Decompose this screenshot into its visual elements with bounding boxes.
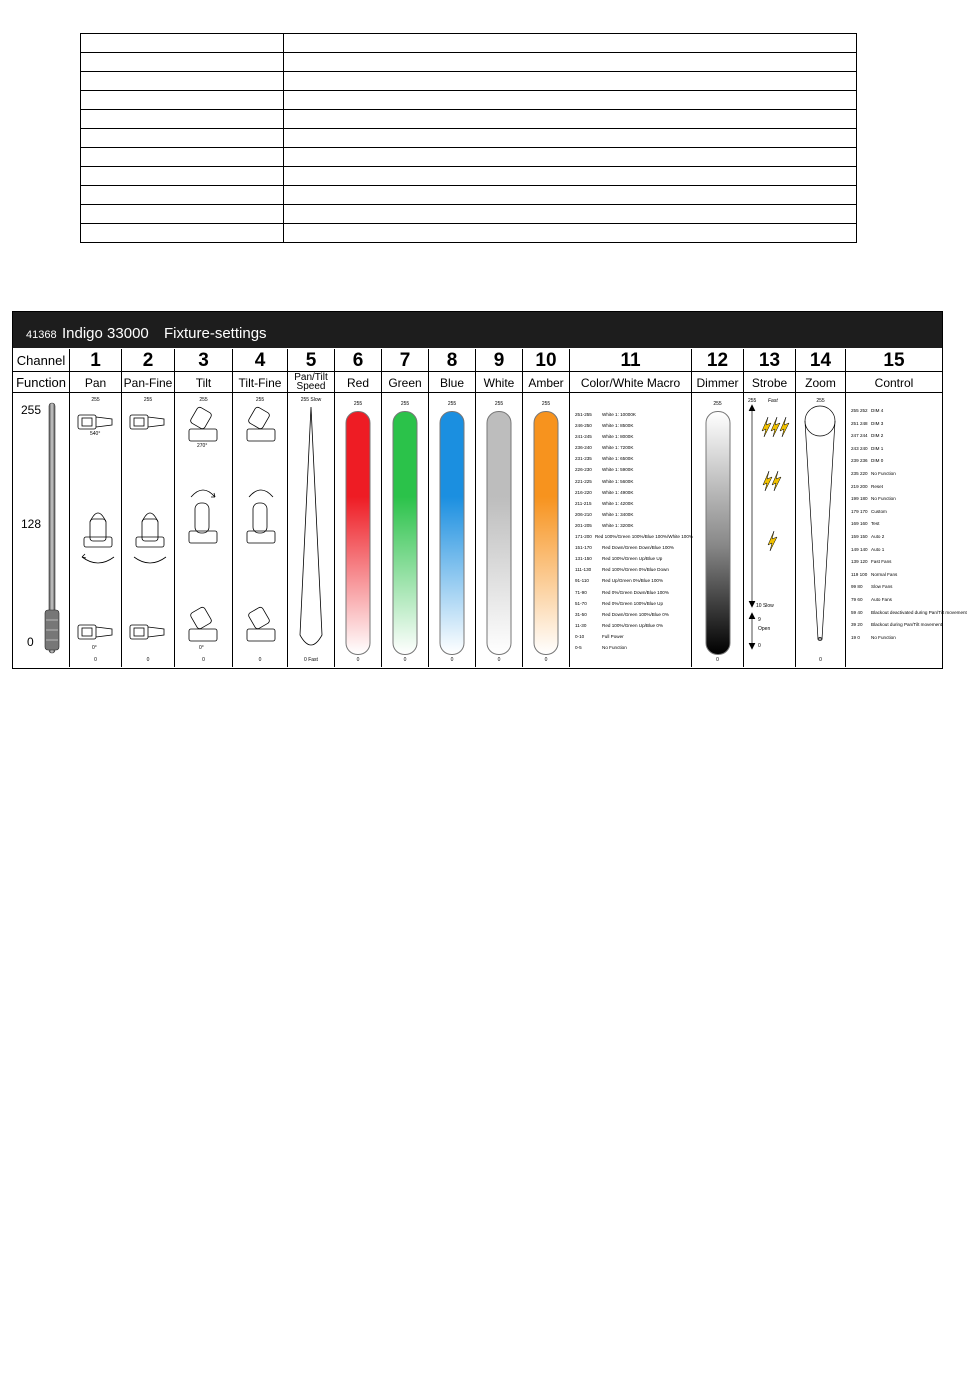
macro-row bbox=[575, 464, 693, 475]
speed-wedge-icon bbox=[288, 405, 334, 655]
channel-column-red bbox=[335, 349, 382, 667]
macro-text: Red Down/Green 100%/Blue 0% bbox=[602, 611, 669, 617]
moving-head-pan-fine-icon bbox=[122, 407, 174, 647]
fixture-banner bbox=[13, 312, 942, 348]
channel-function: Pan/Tilt Speed bbox=[288, 372, 334, 393]
value-bottom: 0 bbox=[356, 657, 360, 663]
channel-header: Channel bbox=[13, 349, 69, 372]
channel-column-control bbox=[846, 349, 967, 667]
macro-text: Red 100%/Green 0%/Blue Down bbox=[602, 567, 669, 573]
control-row bbox=[851, 430, 941, 443]
table-cell bbox=[81, 167, 284, 186]
value-bottom: 0 bbox=[403, 657, 407, 663]
channel-column-color-macro bbox=[570, 349, 692, 667]
channel-number: 11 bbox=[570, 349, 691, 372]
control-value: 219 200 bbox=[851, 483, 868, 489]
white-gradient-bar bbox=[487, 411, 512, 655]
macro-text: White 1: 4200K bbox=[602, 500, 634, 506]
control-text: Auto Fans bbox=[871, 596, 892, 602]
channel-column-pan bbox=[70, 349, 122, 667]
strobe-slow-label: 10 Slow bbox=[756, 603, 774, 609]
scale-mid: 128 bbox=[21, 517, 42, 531]
value-top: 255 bbox=[400, 401, 410, 407]
table-cell bbox=[284, 53, 857, 72]
control-list bbox=[851, 405, 967, 644]
control-text: No Function bbox=[871, 496, 896, 502]
tilt-angle-bottom: 0° bbox=[199, 645, 204, 651]
macro-value: 11-30 bbox=[575, 622, 587, 628]
control-row bbox=[851, 418, 941, 431]
channel-column-amber bbox=[523, 349, 570, 667]
channel-number: 15 bbox=[846, 349, 942, 372]
dmx-scale bbox=[13, 395, 69, 667]
macro-row bbox=[575, 453, 693, 464]
macro-row bbox=[575, 553, 693, 564]
channel-function: Control bbox=[846, 372, 942, 393]
control-text: DIM 2 bbox=[871, 433, 884, 439]
scale-bottom: 0 bbox=[27, 635, 34, 649]
macro-value: 171-200 bbox=[575, 534, 592, 540]
control-text: Auto 2 bbox=[871, 533, 885, 539]
strobe-lightning-icons bbox=[744, 395, 795, 655]
channel-column-white bbox=[476, 349, 523, 667]
channel-number: 1 bbox=[70, 349, 121, 372]
control-value: 251 248 bbox=[851, 420, 868, 426]
strobe-nine-label: 9 bbox=[758, 617, 761, 623]
channel-column-strobe bbox=[744, 349, 796, 667]
macro-row bbox=[575, 509, 693, 520]
table-cell bbox=[81, 110, 284, 129]
macro-value: 91-110 bbox=[575, 578, 589, 584]
fixture-settings-panel bbox=[12, 311, 967, 669]
table-cell bbox=[284, 186, 857, 205]
control-row bbox=[851, 506, 941, 519]
control-value: 159 150 bbox=[851, 533, 868, 539]
value-bottom: 0 bbox=[819, 657, 822, 663]
macro-value: 211-215 bbox=[575, 500, 592, 506]
control-text: Auto 1 bbox=[871, 546, 885, 552]
value-top: 255 bbox=[447, 401, 457, 407]
macro-text: Red Up/Green 0%/Blue 100% bbox=[602, 578, 664, 584]
channel-number: 4 bbox=[233, 349, 287, 372]
zoom-beam-icon bbox=[796, 395, 845, 651]
value-bottom: 0 bbox=[202, 657, 205, 663]
macro-row bbox=[575, 487, 693, 498]
control-row bbox=[851, 544, 941, 557]
table-cell bbox=[81, 224, 284, 243]
control-row bbox=[851, 468, 941, 481]
control-text: Custom bbox=[871, 508, 887, 514]
control-row bbox=[851, 518, 941, 531]
value-bottom: 0 bbox=[258, 657, 262, 663]
value-top: 255 bbox=[91, 397, 100, 403]
control-value: 79 60 bbox=[851, 596, 863, 602]
table-cell bbox=[81, 91, 284, 110]
channel-column-blue bbox=[429, 349, 476, 667]
macro-value: 246-250 bbox=[575, 423, 592, 429]
channel-number: 10 bbox=[523, 349, 569, 372]
control-text: Test bbox=[871, 521, 880, 527]
macro-value: 251-255 bbox=[575, 412, 592, 417]
blank-table bbox=[80, 33, 857, 243]
control-value: 59 40 bbox=[851, 609, 863, 615]
macro-row bbox=[575, 642, 693, 653]
macro-row bbox=[575, 498, 693, 509]
macro-value: 216-220 bbox=[575, 489, 592, 495]
value-bottom: 0 bbox=[544, 657, 548, 663]
channel-function: White bbox=[476, 372, 522, 393]
macro-text: Red 100%/Green Up/Blue 0% bbox=[602, 622, 664, 628]
channel-number: 13 bbox=[744, 349, 795, 372]
channel-column-dimmer bbox=[692, 349, 744, 667]
control-row bbox=[851, 594, 941, 607]
channel-function: Green bbox=[382, 372, 428, 393]
channel-number: 9 bbox=[476, 349, 522, 372]
value-top: 255 bbox=[353, 401, 363, 407]
macro-text: White 1: 3400K bbox=[602, 511, 634, 517]
macro-text: Red 0%/Green Down/Blue 100% bbox=[602, 589, 669, 595]
channel-number: 8 bbox=[429, 349, 475, 372]
scale-top: 255 bbox=[21, 403, 42, 417]
channel-column-tilt-fine bbox=[233, 349, 288, 667]
table-cell bbox=[284, 72, 857, 91]
macro-value: 206-210 bbox=[575, 511, 592, 517]
table-cell bbox=[284, 148, 857, 167]
value-bottom: 0 Fast bbox=[304, 657, 318, 663]
macro-value: 241-245 bbox=[575, 434, 592, 440]
strobe-fast-label: Fast bbox=[768, 398, 778, 404]
channel-number: 2 bbox=[122, 349, 174, 372]
channel-column-tilt bbox=[175, 349, 233, 667]
macro-text: Red Down/Green Down/Blue 100% bbox=[602, 545, 675, 551]
table-cell bbox=[284, 224, 857, 243]
moving-head-tilt-fine-icon bbox=[233, 407, 287, 647]
control-row bbox=[851, 581, 941, 594]
macro-value: 111-130 bbox=[575, 567, 592, 573]
value-top: 255 bbox=[255, 397, 265, 403]
control-value: 243 240 bbox=[851, 445, 868, 451]
macro-text: White 1: 8000K bbox=[602, 434, 634, 440]
table-row bbox=[81, 91, 857, 110]
control-row bbox=[851, 556, 941, 569]
table-row bbox=[81, 129, 857, 148]
macro-text: Full Power bbox=[602, 633, 624, 639]
strobe-open-label: Open bbox=[758, 626, 771, 632]
value-top: 255 bbox=[199, 397, 208, 403]
control-value: 139 120 bbox=[851, 559, 868, 565]
table-row bbox=[81, 167, 857, 186]
value-bottom: 0 bbox=[497, 657, 501, 663]
control-value: 149 140 bbox=[851, 546, 868, 552]
value-top: 255 bbox=[713, 401, 722, 407]
control-text: Slow Fans bbox=[871, 584, 893, 590]
macro-value: 236-240 bbox=[575, 445, 592, 451]
value-top: 255 Slow bbox=[300, 397, 322, 403]
channel-number: 7 bbox=[382, 349, 428, 372]
macro-value: 0-5 bbox=[575, 644, 582, 650]
table-row bbox=[81, 34, 857, 53]
channel-number: 12 bbox=[692, 349, 743, 372]
table-row bbox=[81, 205, 857, 224]
macro-row bbox=[575, 575, 693, 586]
value-top: 255 bbox=[816, 398, 825, 404]
control-text: Blackout during Pan/Tilt movement bbox=[871, 622, 943, 628]
macro-value: 221-225 bbox=[575, 478, 592, 484]
control-value: 247 244 bbox=[851, 433, 868, 439]
control-value: 255 252 bbox=[851, 408, 868, 413]
macro-row bbox=[575, 587, 693, 598]
control-text: DIM 3 bbox=[871, 420, 884, 426]
macro-value: 151-170 bbox=[575, 545, 592, 551]
macro-value: 0-10 bbox=[575, 633, 585, 639]
value-bottom: 0 bbox=[146, 657, 150, 663]
moving-head-pan-icon bbox=[70, 407, 121, 647]
macro-text: White 1: 7200K bbox=[602, 445, 634, 451]
control-row bbox=[851, 531, 941, 544]
control-text: DIM 4 bbox=[871, 408, 884, 413]
channel-function: Blue bbox=[429, 372, 475, 393]
channel-function: Tilt-Fine bbox=[233, 372, 287, 393]
macro-text: Red 100%/Green Up/Blue Up bbox=[602, 556, 663, 562]
control-row bbox=[851, 405, 941, 418]
macro-row bbox=[575, 598, 693, 609]
value-bottom: 0 bbox=[716, 657, 719, 663]
macro-value: 71-90 bbox=[575, 589, 587, 595]
table-cell bbox=[81, 205, 284, 224]
macro-text: Red 100%/Green 100%/Blue 100%/White 100% bbox=[594, 534, 693, 540]
control-value: 179 170 bbox=[851, 508, 868, 514]
channel-function: Strobe bbox=[744, 372, 795, 393]
control-text: DIM 1 bbox=[871, 445, 884, 451]
table-cell bbox=[81, 34, 284, 53]
table-row bbox=[81, 224, 857, 243]
macro-row bbox=[575, 531, 693, 542]
channel-function: Amber bbox=[523, 372, 569, 393]
macro-value: 51-70 bbox=[575, 600, 587, 606]
macro-text: Red 0%/Green 100%/Blue Up bbox=[602, 600, 664, 606]
control-text: Fast Fans bbox=[871, 559, 892, 565]
channel-function: Color/White Macro bbox=[570, 372, 691, 393]
macro-row bbox=[575, 520, 693, 531]
channel-column-zoom bbox=[796, 349, 846, 667]
macro-row bbox=[575, 609, 693, 620]
macro-text: No Function bbox=[602, 644, 627, 650]
control-value: 39 20 bbox=[851, 622, 863, 628]
pan-angle-top: 540° bbox=[90, 431, 101, 437]
control-value: 169 160 bbox=[851, 521, 868, 527]
control-row bbox=[851, 493, 941, 506]
channel-function: Pan bbox=[70, 372, 121, 393]
macro-row bbox=[575, 409, 693, 420]
function-header: Function bbox=[13, 372, 69, 393]
control-value: 239 236 bbox=[851, 458, 868, 464]
channel-function: Tilt bbox=[175, 372, 232, 393]
macro-text: White 1: 5600K bbox=[602, 478, 634, 484]
amber-gradient-bar bbox=[534, 411, 559, 655]
dimmer-gradient-bar bbox=[705, 411, 730, 655]
macro-row bbox=[575, 564, 693, 575]
table-row bbox=[81, 186, 857, 205]
macro-value: 226-230 bbox=[575, 467, 592, 473]
value-bottom: 0 bbox=[94, 657, 97, 663]
channel-function: Dimmer bbox=[692, 372, 743, 393]
value-top: 255 bbox=[143, 397, 153, 403]
control-value: 199 180 bbox=[851, 496, 868, 502]
control-row bbox=[851, 607, 967, 620]
macro-text: White 1: 3200K bbox=[602, 522, 634, 528]
blue-gradient-bar bbox=[440, 411, 465, 655]
channel-column-pan-fine bbox=[122, 349, 175, 667]
table-cell bbox=[81, 148, 284, 167]
control-row bbox=[851, 619, 941, 632]
control-text: Normal Fans bbox=[871, 571, 898, 577]
macro-value: 231-235 bbox=[575, 456, 592, 462]
control-text: No Function bbox=[871, 470, 896, 476]
macro-text: White 1: 4900K bbox=[602, 489, 634, 495]
table-cell bbox=[81, 129, 284, 148]
channel-column-green bbox=[382, 349, 429, 667]
macro-row bbox=[575, 442, 693, 453]
macro-value: 31-50 bbox=[575, 611, 587, 617]
macro-row bbox=[575, 420, 693, 431]
macro-text: White 1: 5900K bbox=[602, 467, 634, 473]
table-row bbox=[81, 72, 857, 91]
fixture-subtitle: Fixture-settings bbox=[164, 325, 267, 342]
channel-number: 6 bbox=[335, 349, 381, 372]
control-value: 119 100 bbox=[851, 571, 868, 577]
table-cell bbox=[81, 72, 284, 91]
macro-text: White 1: 10000K bbox=[602, 412, 636, 417]
control-value: 235 220 bbox=[851, 470, 868, 476]
green-gradient-bar bbox=[393, 411, 418, 655]
table-cell bbox=[284, 34, 857, 53]
red-gradient-bar bbox=[346, 411, 371, 655]
control-row bbox=[851, 443, 941, 456]
control-row bbox=[851, 455, 941, 468]
channel-function: Pan-Fine bbox=[122, 372, 174, 393]
pan-angle-bottom: 0° bbox=[92, 645, 97, 651]
control-row bbox=[851, 632, 941, 645]
macro-text: White 1: 6500K bbox=[602, 456, 634, 462]
header-column bbox=[13, 349, 70, 667]
table-row bbox=[81, 53, 857, 72]
value-bottom: 0 bbox=[758, 643, 761, 649]
value-top: 255 bbox=[748, 398, 757, 404]
table-cell bbox=[284, 91, 857, 110]
control-value: 19 0 bbox=[851, 634, 860, 640]
macro-row bbox=[575, 542, 693, 553]
control-row bbox=[851, 569, 941, 582]
channel-function: Zoom bbox=[796, 372, 845, 393]
table-cell bbox=[284, 129, 857, 148]
fixture-code: 41368 bbox=[26, 329, 57, 341]
channel-number: 14 bbox=[796, 349, 845, 372]
macro-row bbox=[575, 476, 693, 487]
channel-column-speed bbox=[288, 349, 335, 667]
macro-value: 131-150 bbox=[575, 556, 592, 562]
value-top: 255 bbox=[494, 401, 504, 407]
fixture-name: Indigo 33000 bbox=[62, 325, 149, 342]
table-row bbox=[81, 110, 857, 129]
table-cell bbox=[284, 110, 857, 129]
channel-function: Red bbox=[335, 372, 381, 393]
control-text: Reset bbox=[871, 483, 884, 489]
macro-row bbox=[575, 631, 693, 642]
fader-icon bbox=[13, 395, 69, 667]
table-cell bbox=[284, 167, 857, 186]
table-cell bbox=[81, 53, 284, 72]
tilt-angle-top: 270° bbox=[197, 443, 208, 449]
control-text: No Function bbox=[871, 634, 896, 640]
value-bottom: 0 bbox=[450, 657, 454, 663]
channel-number: 5 bbox=[288, 349, 334, 372]
macro-row bbox=[575, 620, 693, 631]
table-row bbox=[81, 148, 857, 167]
channel-number: 3 bbox=[175, 349, 232, 372]
control-text: DIM 0 bbox=[871, 458, 884, 464]
table-cell bbox=[284, 205, 857, 224]
control-text: Blackout deactivated during Pan/Tilt movement bbox=[871, 609, 967, 615]
macro-row bbox=[575, 431, 693, 442]
macro-value: 201-205 bbox=[575, 522, 592, 528]
macro-list bbox=[575, 409, 693, 653]
table-cell bbox=[81, 186, 284, 205]
macro-text: White 1: 8500K bbox=[602, 423, 634, 429]
control-value: 99 80 bbox=[851, 584, 863, 590]
control-row bbox=[851, 481, 941, 494]
value-top: 255 bbox=[541, 401, 551, 407]
